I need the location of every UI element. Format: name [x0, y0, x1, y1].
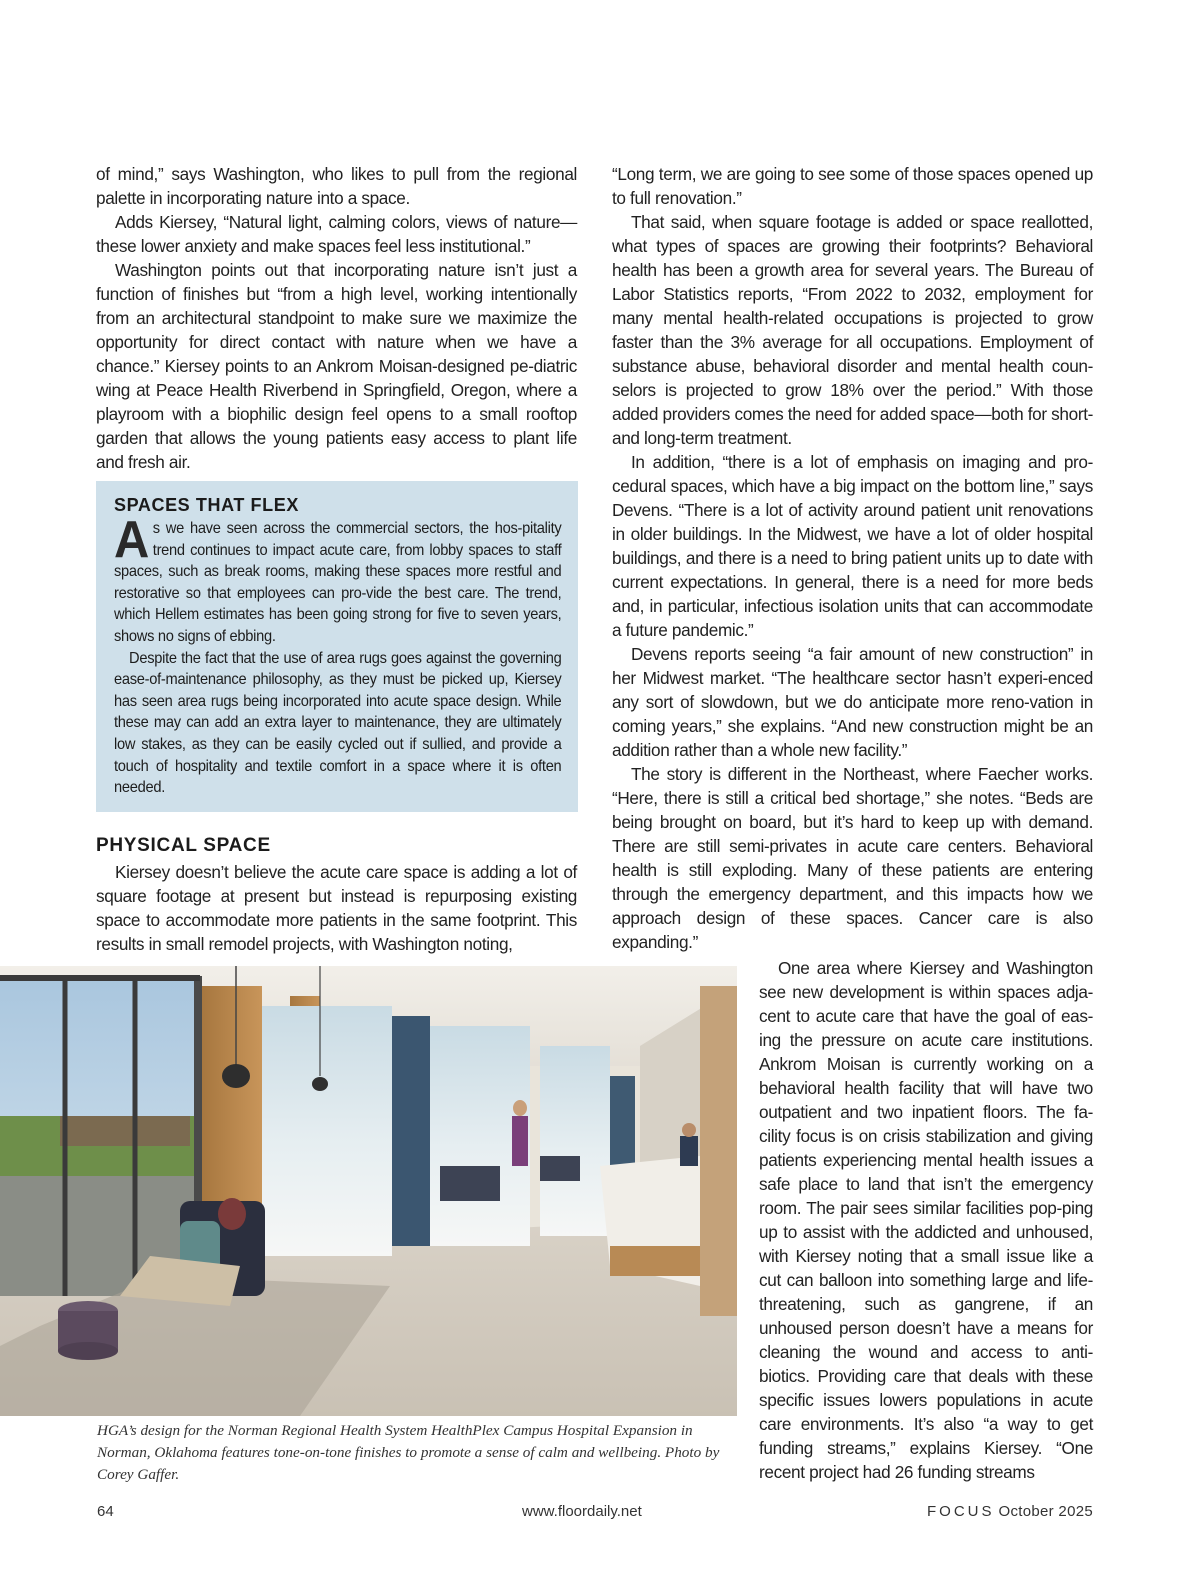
left-paragraph-3: Washington points out that incorporating nature isn’t just a function of finishes but “from a high level, working intentionally from an architectural standpoint to make sure we maximize the opportunity for direct contact with nature when we have a chance.” Kiersey points to an Ankrom Moisan-designed pe-diatric wing at Peace Health Riverbend in Springfield, Oregon, where a playroom with a biophilic design feel opens to a small rooftop garden that allows the young patients easy access to plant life and fresh air. [96, 260, 577, 472]
hospital-corridor-photo [0, 966, 737, 1416]
sidebar-spaces-that-flex [96, 481, 578, 812]
magazine-name: FOCUS [927, 1503, 995, 1520]
left-paragraph-2: Adds Kiersey, “Natural light, calming colors, views of nature—these lower anxiety and make spaces feel less institutional.” [96, 212, 577, 256]
right-column [612, 162, 1093, 954]
sidebar-text [114, 511, 562, 799]
footer-magazine [927, 1503, 1093, 1520]
left-paragraph-1: of mind,” says Washington, who likes to pull from the regional palette in incorporating nature into a space. [96, 164, 577, 208]
sidebar-heading: SPACES THAT FLEX [114, 495, 299, 515]
photo-caption: HGA’s design for the Norman Regional Health System HealthPlex Campus Hospital Expansion in Norman, Oklahoma features tone-on-tone finishes to promote a sense of calm and wellbeing. Photo by Corey Gaffer. [97, 1422, 720, 1483]
right-paragraph-4: Devens reports seeing “a fair amount of new construction” in her Midwest market. “The healthcare sector hasn’t experi-enced any sort of slowdown, but we do anticipate more reno-vation in coming years,” she explains. “And new construction might be an addition rather than a whole new facility.” [612, 644, 1093, 760]
right-paragraph-2: That said, when square footage is added or space reallotted, what types of spaces are growing their footprints? Behavioral health has been a growth area for several years. The Bureau of Labor Statistics reports, “From 2022 to 2032, employment for many mental health-related occupations is projected to grow faster than the 3% average for all occupations. Employment of substance abuse, behavioral disorder and mental health coun-selors is projected to grow 18% over the period.” With those added providers comes the need for added space—both for short- and long-term treatment. [612, 212, 1093, 448]
photo-illustration [0, 966, 737, 1416]
page-number: 64 [97, 1503, 114, 1520]
sidebar-paragraph-2: Despite the fact that the use of area rugs goes against the governing ease-of-maintenance philosophy, as they must be picked up, Kiersey has seen area rugs being incorporated into acute space design. While these may can add an extra layer to maintenance, they are ultimately low stakes, as they can be easily cycled out if sullied, and provide a touch of hospitality and textile comfort in a space where it is often needed. [114, 649, 562, 797]
sidebar-paragraph-1 [114, 511, 562, 648]
physical-space-text [96, 860, 577, 956]
footer-url[interactable]: www.floordaily.net [522, 1503, 642, 1520]
physical-space-paragraph: Kiersey doesn’t believe the acute care space is adding a lot of square footage at present but instead is repurposing existing space to accommodate more patients in the same footprint. This results in small remodel projects, with Washington noting, [96, 862, 577, 954]
narrow-paragraph-1: One area where Kiersey and Washington see new development is within spaces adja-cent to acute care that have the goal of eas-ing the pressure on acute care institutions. Ankrom Moisan is currently working on a behavioral health facility that will have two outpatient and two inpatient floors. The fa-cility focus is on crisis stabilization and giving patients experiencing mental health issues a safe place to land that isn’t the emergency room. The pair sees similar facilities pop-ping up to assist with the addicted and unhoused, with Kiersey noting that a small issue like a cut can balloon into something large and life-threatening, such as gangrene, if an unhoused person doesn’t have a means for cleaning the wound and access to anti-biotics. Providing care that deals with these specific issues lowers populations in acute care environments. It’s also “a way to get funding streams,” explains Kiersey. “One recent project had 26 funding streams [759, 958, 1093, 1482]
issue-date: October 2025 [998, 1503, 1093, 1520]
right-paragraph-3: In addition, “there is a lot of emphasis on imaging and pro-cedural spaces, which have a big impact on the bottom line,” says Devens. “There is a lot of activity around patient unit renovations in older buildings. In the Midwest, we have a lot of older hospital buildings, and there is a need to bring patient units up to date with current expectations. In general, there is a need for more beds and, in particular, infectious isolation units that can accommodate a future pandemic.” [612, 452, 1093, 640]
physical-space-heading: PHYSICAL SPACE [96, 835, 271, 856]
right-paragraph-5: The story is different in the Northeast, where Faecher works. “Here, there is still a critical bed shortage,” she notes. “Beds are being brought on board, but it’s hard to keep up with demand. There are still semi-privates in acute care centers. Behavioral health is still exploding. Many of these patients are entering through the emergency department, and this impacts how we approach design of these spaces. Cancer care is also expanding.” [612, 764, 1093, 952]
right-paragraph-1: “Long term, we are going to see some of those spaces opened up to full renovation.” [612, 164, 1093, 208]
sidebar-paragraph-1-text: s we have seen across the commercial sectors, the hos-pitality trend continues to impact acute care, from lobby spaces to staff spaces, such as break rooms, making these spaces more restful and restorative so that employees can pro-vide the best care. The trend, which Hellem estimates has been going strong for five to seven years, shows no signs of ebbing. [114, 520, 562, 645]
left-column [96, 162, 577, 474]
drop-cap: A [114, 511, 150, 569]
narrow-column [759, 956, 1093, 1484]
